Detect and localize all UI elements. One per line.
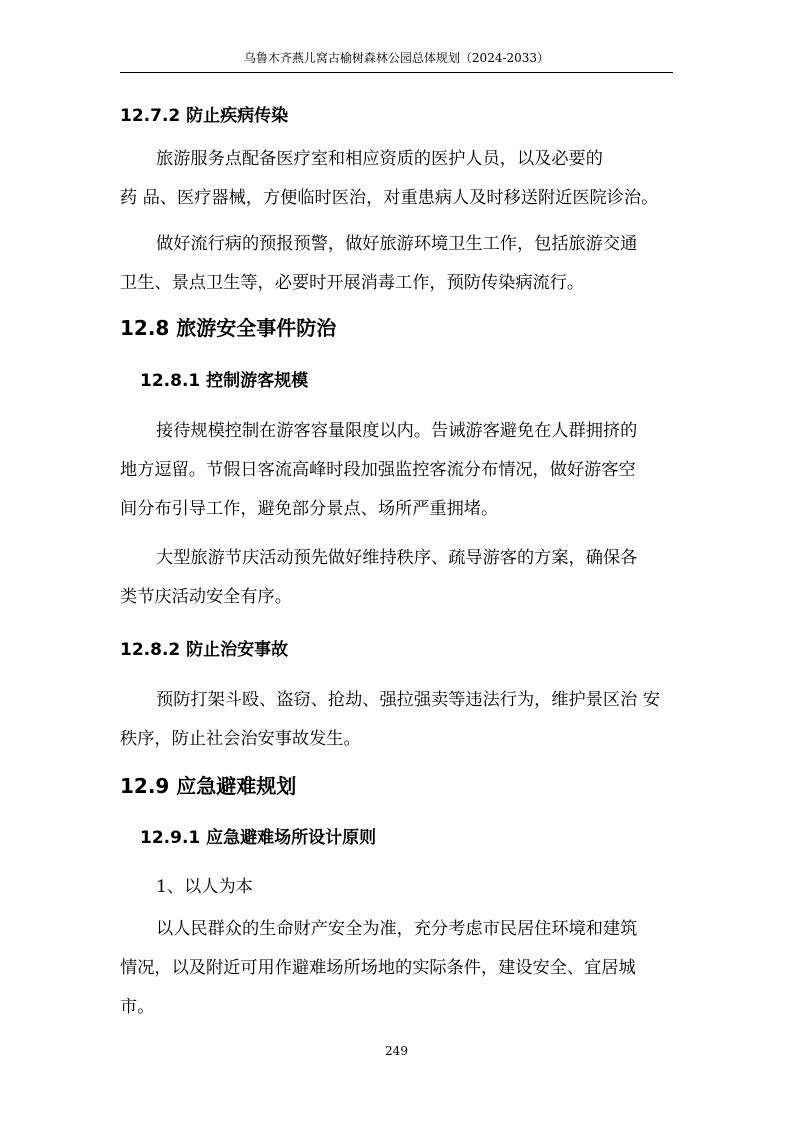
heading-12-7-2: 12.7.2 防止疾病传染: [120, 106, 289, 126]
list-item-people-oriented: [120, 868, 673, 907]
heading-12-8-1: 12.8.1 控制游客规模: [140, 371, 309, 391]
heading-12-9: 12.9 应急避难规划: [120, 774, 297, 798]
paragraph-festival-events: [120, 539, 673, 617]
heading-12-8-2: 12.8.2 防止治安事故: [120, 640, 289, 660]
heading-12-9-1: 12.9.1 应急避难场所设计原则: [140, 828, 377, 848]
paragraph-line: 地方逗留。节假日客流高峰时段加强监控客流分布情况，做好游客空: [120, 460, 636, 480]
paragraph-line: 类节庆活动安全有序。: [120, 587, 292, 607]
paragraph-line: 秩序，防止社会治安事故发生。: [120, 729, 361, 749]
paragraph-line: 药 品、医疗器械，方便临时医治，对重患病人及时移送附近医院诊治。: [120, 188, 659, 208]
paragraph-line: 间分布引导工作，避免部分景点、场所严重拥堵。: [120, 499, 499, 519]
list-item-label: 1、以人为本: [156, 877, 253, 897]
heading-12-8: 12.8 旅游安全事件防治: [120, 316, 337, 340]
header-divider: [120, 72, 673, 73]
paragraph-public-security: [120, 681, 673, 759]
paragraph-visitor-capacity: [120, 412, 673, 529]
paragraph-line: 大型旅游节庆活动预先做好维持秩序、疏导游客的方案，确保各: [156, 548, 638, 568]
paragraph-medical-services: [120, 140, 673, 218]
paragraph-line: 预防打架斗殴、盗窃、抢劫、强拉强卖等违法行为，维护景区治 安: [156, 690, 660, 710]
paragraph-line: 做好流行病的预报预警，做好旅游环境卫生工作，包括旅游交通: [156, 234, 638, 254]
running-header-title: 乌鲁木齐燕儿窝古榆树森林公园总体规划（2024-2033）: [243, 51, 550, 65]
paragraph-shelter-principle: [120, 910, 673, 1027]
paragraph-line: 接待规模控制在游客容量限度以内。告诫游客避免在人群拥挤的: [156, 421, 638, 441]
paragraph-line: 卫生、景点卫生等，必要时开展消毒工作，预防传染病流行。: [120, 273, 585, 293]
page-number: 249: [385, 1044, 408, 1058]
paragraph-line: 以人民群众的生命财产安全为准，充分考虑市民居住环境和建筑: [156, 919, 638, 939]
paragraph-epidemic-prevention: [120, 225, 673, 303]
paragraph-line: 市。: [120, 997, 155, 1017]
paragraph-line: 情况，以及附近可用作避难场所场地的实际条件，建设安全、宜居城: [120, 958, 636, 978]
paragraph-line: 旅游服务点配备医疗室和相应资质的医护人员，以及必要的: [156, 149, 603, 169]
